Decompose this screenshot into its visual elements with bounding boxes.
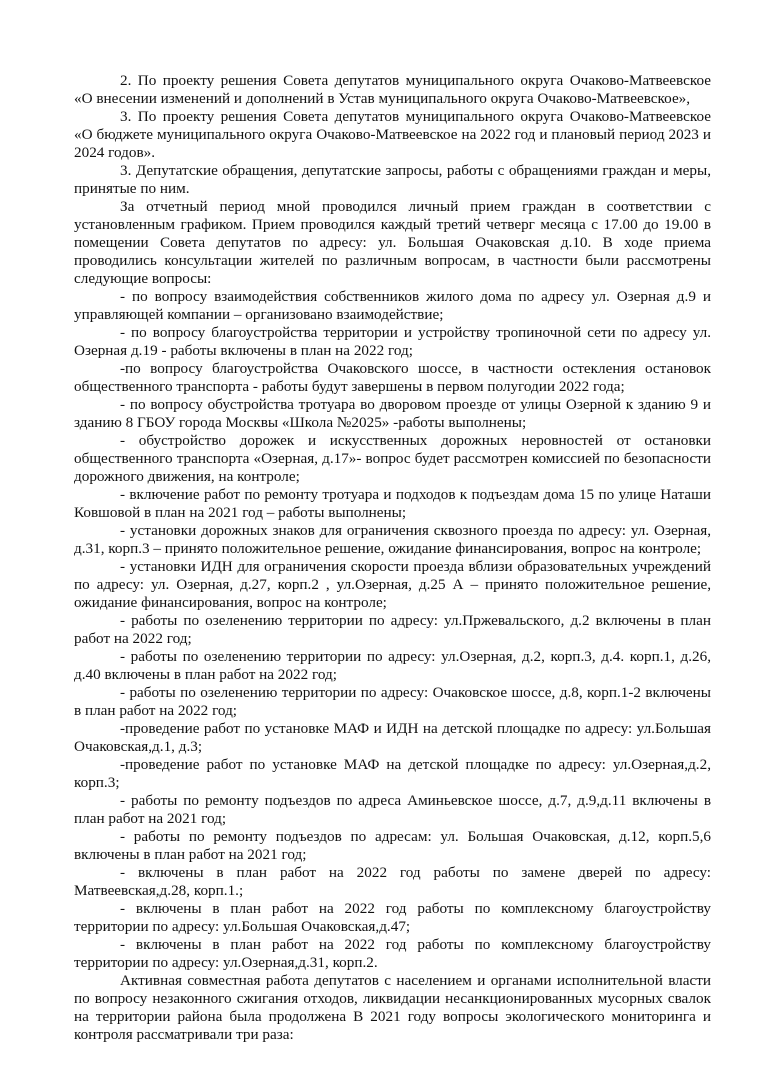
paragraph-15: - работы по озеленению территории по адресу: Очаковское шоссе, д.8, корп.1-2 включены в план работ на 2022 год; xyxy=(74,684,711,719)
paragraph-21: - включены в план работ на 2022 год работы по комплексному благоустройству территории по адресу: ул.Большая Очаковская,д.47; xyxy=(74,900,711,935)
paragraph-20: - включены в план работ на 2022 год работы по замене дверей по адресу: Матвеевская,д.28, корп.1.; xyxy=(74,864,711,899)
paragraph-23: Активная совместная работа депутатов с населением и органами исполнительной власти по вопросу незаконного сжигания отходов, ликвидации несанкционированных мусорных свалок на территории района была продолжена В 2021 году вопросы экологического мониторинга и контроля рассматривали три раза: xyxy=(74,972,711,1043)
paragraph-17: -проведение работ по установке МАФ на детской площадке по адресу: ул.Озерная,д.2, корп.3; xyxy=(74,756,711,791)
paragraph-10: - включение работ по ремонту тротуара и подходов к подъездам дома 15 по улице Наташи Ковшовой в план на 2021 год – работы выполнены; xyxy=(74,486,711,521)
paragraph-18: - работы по ремонту подъездов по адреса Аминьевское шоссе, д.7, д.9,д.11 включены в план работ на 2021 год; xyxy=(74,792,711,827)
paragraph-11: - установки дорожных знаков для ограничения сквозного проезда по адресу: ул. Озерная, д.31, корп.3 – принято положительное решение, ожидание финансирования, вопрос на контроле; xyxy=(74,522,711,557)
paragraph-3: 3. Депутатские обращения, депутатские запросы, работы с обращениями граждан и меры, принятые по ним. xyxy=(74,162,711,197)
paragraph-2: 3. По проекту решения Совета депутатов муниципального округа Очаково-Матвеевское «О бюджете муниципального округа Очаково-Матвеевское на 2022 год и плановый период 2023 и 2024 годов». xyxy=(74,108,711,161)
paragraph-7: -по вопросу благоустройства Очаковского шоссе, в частности остекления остановок общественного транспорта - работы будут завершены в первом полугодии 2022 года; xyxy=(74,360,711,395)
paragraph-14: - работы по озеленению территории по адресу: ул.Озерная, д.2, корп.3, д.4. корп.1, д.26, д.40 включены в план работ на 2022 год; xyxy=(74,648,711,683)
paragraph-12: - установки ИДН для ограничения скорости проезда вблизи образовательных учреждений по адресу: ул. Озерная, д.27, корп.2 , ул.Озерная, д.25 А – принято положительное решение, ожидание финансирования, вопрос на контроле; xyxy=(74,558,711,611)
document-page xyxy=(74,72,711,1044)
paragraph-6: - по вопросу благоустройства территории и устройству тропиночной сети по адресу ул. Озерная д.19 - работы включены в план на 2022 год; xyxy=(74,324,711,359)
paragraph-13: - работы по озеленению территории по адресу: ул.Пржевальского, д.2 включены в план работ на 2022 год; xyxy=(74,612,711,647)
paragraph-4: За отчетный период мной проводился личный прием граждан в соответствии с установленным графиком. Прием проводился каждый третий четверг месяца с 17.00 до 19.00 в помещении Совета депутатов по адресу: ул. Большая Очаковская д.10. В ходе приема проводились консультации жителей по различным вопросам, в частности были рассмотрены следующие вопросы: xyxy=(74,198,711,287)
paragraph-9: - обустройство дорожек и искусственных дорожных неровностей от остановки общественного транспорта «Озерная, д.17»- вопрос будет рассмотрен комиссией по безопасности дорожного движения, на контроле; xyxy=(74,432,711,485)
paragraph-8: - по вопросу обустройства тротуара во дворовом проезде от улицы Озерной к зданию 9 и зданию 8 ГБОУ города Москвы «Школа №2025» -работы выполнены; xyxy=(74,396,711,431)
paragraph-5: - по вопросу взаимодействия собственников жилого дома по адресу ул. Озерная д.9 и управляющей компании – организовано взаимодействие; xyxy=(74,288,711,323)
paragraph-1: 2. По проекту решения Совета депутатов муниципального округа Очаково-Матвеевское «О внесении изменений и дополнений в Устав муниципального округа Очаково-Матвеевское», xyxy=(74,72,711,107)
paragraph-16: -проведение работ по установке МАФ и ИДН на детской площадке по адресу: ул.Большая Очаковская,д.1, д.3; xyxy=(74,720,711,755)
paragraph-19: - работы по ремонту подъездов по адресам: ул. Большая Очаковская, д.12, корп.5,6 включены в план работ на 2021 год; xyxy=(74,828,711,863)
paragraph-22: - включены в план работ на 2022 год работы по комплексному благоустройству территории по адресу: ул.Озерная,д.31, корп.2. xyxy=(74,936,711,971)
